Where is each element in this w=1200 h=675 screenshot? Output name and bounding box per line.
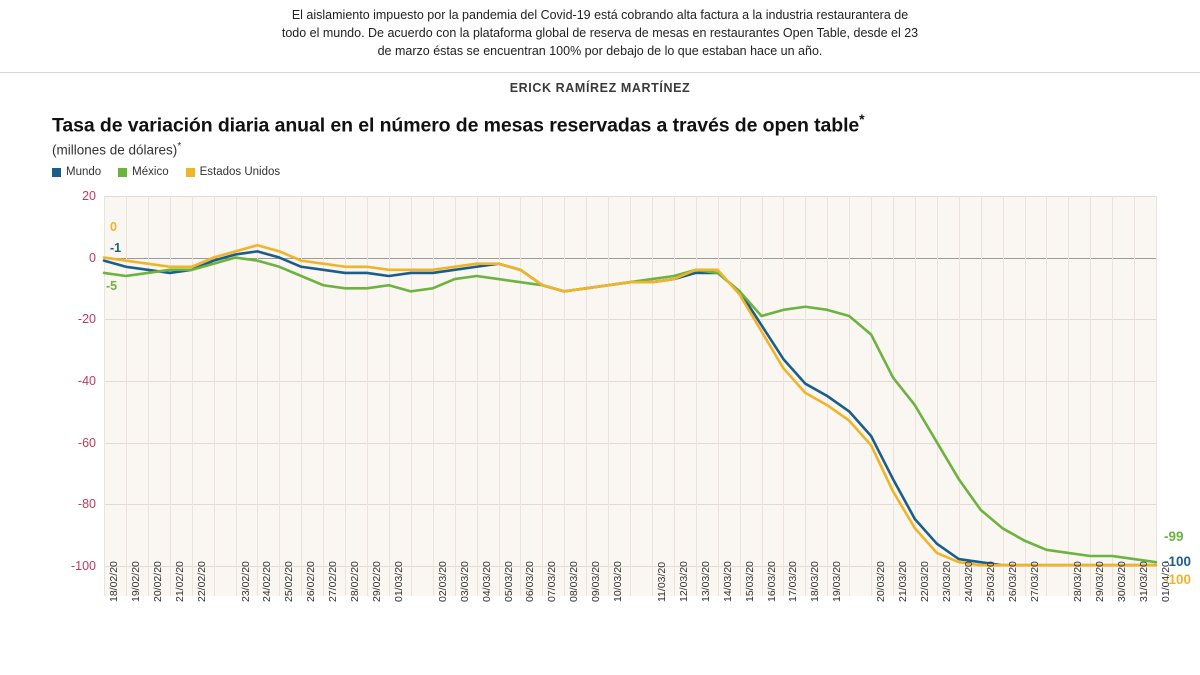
x-tick-label: 20/02/20 bbox=[151, 561, 164, 603]
plot-box bbox=[104, 196, 1156, 596]
series-line-mundo bbox=[104, 252, 1156, 566]
chart-title bbox=[52, 111, 1200, 138]
x-tick-label: 21/02/20 bbox=[173, 561, 186, 603]
x-tick-label: 04/03/20 bbox=[480, 561, 493, 603]
legend-item-mundo[interactable] bbox=[52, 166, 101, 178]
x-tick-label: 24/02/20 bbox=[261, 561, 274, 603]
chart-title-asterisk: * bbox=[859, 111, 865, 128]
x-tick-label: 05/03/20 bbox=[502, 561, 515, 603]
x-tick-label: 23/03/20 bbox=[940, 561, 953, 603]
x-tick-label: 28/02/20 bbox=[349, 561, 362, 603]
x-tick-label: 25/02/20 bbox=[283, 561, 296, 603]
series-line-méxico bbox=[104, 258, 1156, 563]
series-line-estados-unidos bbox=[104, 246, 1156, 566]
y-tick-label: -20 bbox=[77, 312, 96, 327]
chart-title-text: Tasa de variación diaria anual en el número de mesas reservadas a través de open table bbox=[52, 114, 860, 137]
start-value-label-estados-unidos: 0 bbox=[110, 219, 117, 234]
x-tick-label: 07/03/20 bbox=[546, 561, 559, 603]
x-tick-label: 10/03/20 bbox=[612, 561, 625, 603]
x-tick-label: 22/03/20 bbox=[918, 561, 931, 603]
x-tick-label: 02/03/20 bbox=[436, 561, 449, 603]
vertical-gridline bbox=[1156, 196, 1157, 596]
x-tick-label: 18/02/20 bbox=[108, 561, 120, 603]
y-tick-label: -100 bbox=[70, 558, 96, 573]
x-tick-label: 12/03/20 bbox=[677, 561, 690, 603]
chart-subtitle-text: (millones de dólares) bbox=[52, 142, 178, 158]
intro-paragraph: El aislamiento impuesto por la pandemia del Covid-19 está cobrando alta factura a la industria restaurantera de todo el mundo. De acuerdo con la plataforma global de reserva de mesas en restaurantes Open Table, desde el 23 de marzo éstas se encuentran 100% por debajo de lo que estaban hace un año. bbox=[281, 8, 919, 59]
end-value-label-méxico: -99 bbox=[1164, 528, 1184, 544]
x-tick-label: 06/03/20 bbox=[524, 561, 537, 603]
x-tick-label: 18/03/20 bbox=[809, 561, 822, 603]
x-tick-label: 25/03/20 bbox=[984, 561, 997, 603]
x-tick-label: 26/02/20 bbox=[305, 561, 318, 603]
y-tick-label: -80 bbox=[77, 497, 96, 512]
x-tick-label: 14/03/20 bbox=[721, 561, 734, 603]
legend-label-mexico: México bbox=[132, 166, 169, 179]
x-tick-label: 03/03/20 bbox=[458, 561, 471, 603]
x-tick-label: 24/03/20 bbox=[962, 561, 975, 603]
x-tick-label: 19/02/20 bbox=[129, 561, 142, 603]
legend-item-mexico[interactable] bbox=[118, 166, 168, 178]
x-tick-label: 22/02/20 bbox=[195, 561, 208, 603]
x-tick-label: 16/03/20 bbox=[765, 561, 778, 603]
x-tick-label: 01/04/20 bbox=[1160, 561, 1172, 603]
x-tick-label: 28/03/20 bbox=[1072, 561, 1085, 603]
legend-item-estados-unidos[interactable] bbox=[186, 166, 281, 178]
x-tick-label: 29/03/20 bbox=[1094, 561, 1107, 603]
y-tick-label: 0 bbox=[89, 250, 96, 265]
start-value-label-mundo: -1 bbox=[110, 240, 122, 255]
end-value-label-mundo: -100 bbox=[1164, 553, 1192, 569]
intro-block bbox=[0, 0, 1200, 72]
x-tick-label: 20/03/20 bbox=[875, 561, 888, 603]
y-tick-label: -60 bbox=[77, 435, 96, 450]
y-tick-label: 20 bbox=[82, 189, 96, 204]
chart-legend bbox=[52, 166, 1200, 178]
legend-swatch-mundo bbox=[52, 168, 61, 177]
x-tick-label: 31/03/20 bbox=[1138, 561, 1151, 603]
x-tick-label: 01/03/20 bbox=[392, 561, 405, 603]
x-tick-label: 27/03/20 bbox=[1028, 561, 1041, 603]
byline: ERICK RAMÍREZ MARTÍNEZ bbox=[496, 81, 705, 95]
x-tick-label: 11/03/20 bbox=[655, 562, 668, 603]
plot-area bbox=[0, 182, 1200, 652]
chart-subtitle bbox=[52, 141, 1200, 158]
end-value-label-estados-unidos: -100 bbox=[1164, 571, 1192, 587]
start-value-label-méxico: -5 bbox=[106, 279, 118, 294]
legend-label-mundo: Mundo bbox=[66, 166, 102, 179]
x-tick-label: 08/03/20 bbox=[568, 561, 581, 603]
x-tick-label: 13/03/20 bbox=[699, 561, 712, 603]
x-tick-label: 21/03/20 bbox=[897, 561, 909, 603]
chart-header bbox=[0, 107, 1200, 178]
byline-wrap bbox=[0, 73, 1200, 107]
x-tick-label: 19/03/20 bbox=[831, 561, 844, 603]
x-tick-label: 26/03/20 bbox=[1006, 561, 1019, 603]
legend-label-estados-unidos: Estados Unidos bbox=[199, 166, 281, 179]
x-tick-label: 09/03/20 bbox=[590, 561, 603, 603]
chart-subtitle-asterisk: * bbox=[177, 140, 182, 152]
x-tick-label: 27/02/20 bbox=[327, 561, 340, 603]
y-tick-label: -40 bbox=[77, 373, 96, 388]
x-tick-label: 23/02/20 bbox=[239, 561, 252, 603]
x-tick-label: 15/03/20 bbox=[743, 561, 756, 603]
series-layer bbox=[104, 196, 1156, 596]
legend-swatch-estados-unidos bbox=[186, 168, 195, 177]
x-tick-label: 29/02/20 bbox=[371, 561, 383, 603]
x-tick-label: 17/03/20 bbox=[787, 561, 800, 603]
x-tick-label: 30/03/20 bbox=[1116, 561, 1129, 603]
legend-swatch-mexico bbox=[118, 168, 127, 177]
